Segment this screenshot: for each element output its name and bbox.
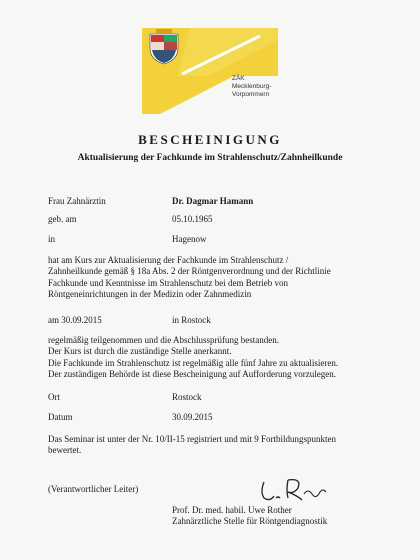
result-line: Der zuständigen Behörde ist diese Bescheinigung auf Aufforderung vorzulegen.	[48, 368, 336, 379]
place-label: Ort	[48, 392, 60, 402]
course-line: Fachkunde und Kenntnisse im Strahlenschutz bei dem Betrieb von	[48, 277, 288, 288]
responsible-label: (Verantwortlicher Leiter)	[48, 484, 139, 494]
course-date: am 30.09.2015	[48, 315, 102, 325]
course-description	[48, 255, 331, 300]
registration-line: bewertet.	[48, 445, 82, 456]
document-subtitle: Aktualisierung der Fachkunde im Strahlenschutz/Zahnheilkunde	[77, 153, 343, 163]
registration-line: Das Seminar ist unter der Nr. 10/II-15 registriert und mit 9 Fortbildungspunkten	[48, 434, 336, 444]
logo-line: Mecklenburg-	[232, 83, 272, 90]
signer-office: Zahnärztliche Stelle für Röntgendiagnostik	[172, 516, 328, 527]
born-date: 05.10.1965	[172, 214, 213, 224]
result-line: regelmäßig teilgenommen und die Abschlussprüfung bestanden.	[48, 335, 279, 345]
course-place: in Rostock	[172, 315, 211, 325]
result-text	[48, 335, 338, 380]
recipient-name: Dr. Dagmar Hamann	[172, 196, 254, 206]
result-line: Der Kurs ist durch die zuständige Stelle anerkannt.	[48, 346, 232, 357]
document-title: BESCHEINIGUNG	[138, 132, 282, 147]
signer-block	[172, 505, 327, 528]
course-line: Röntgeneinrichtungen in der Medizin oder Zahnmedizin	[48, 288, 252, 299]
place-value: Rostock	[172, 392, 202, 402]
coat-of-arms-icon	[150, 29, 178, 64]
logo-line: ZÄK	[232, 75, 245, 82]
registration-text	[48, 434, 336, 457]
logo-org-name	[232, 75, 282, 99]
result-line: Die Fachkunde im Strahlenschutz ist regelmäßig alle fünf Jahre zu aktualisieren.	[48, 357, 339, 368]
recipient-title-label: Frau Zahnärztin	[48, 196, 106, 206]
logo-line: Vorpommern	[232, 91, 270, 98]
born-label: geb. am	[48, 214, 77, 224]
signature	[258, 476, 338, 504]
date-label: Datum	[48, 412, 73, 422]
course-line: Zahnheilkunde gemäß § 18a Abs. 2 der Röntgenverordnung und der Richtlinie	[48, 266, 331, 277]
birthplace-label: in	[48, 234, 56, 244]
date-value: 30.09.2015	[172, 412, 213, 422]
zaek-logo	[142, 28, 278, 114]
course-line: hat am Kurs zur Aktualisierung der Fachkunde im Strahlenschutz /	[48, 255, 289, 265]
birthplace: Hagenow	[172, 234, 207, 244]
signer-name: Prof. Dr. med. habil. Uwe Rother	[172, 505, 292, 515]
